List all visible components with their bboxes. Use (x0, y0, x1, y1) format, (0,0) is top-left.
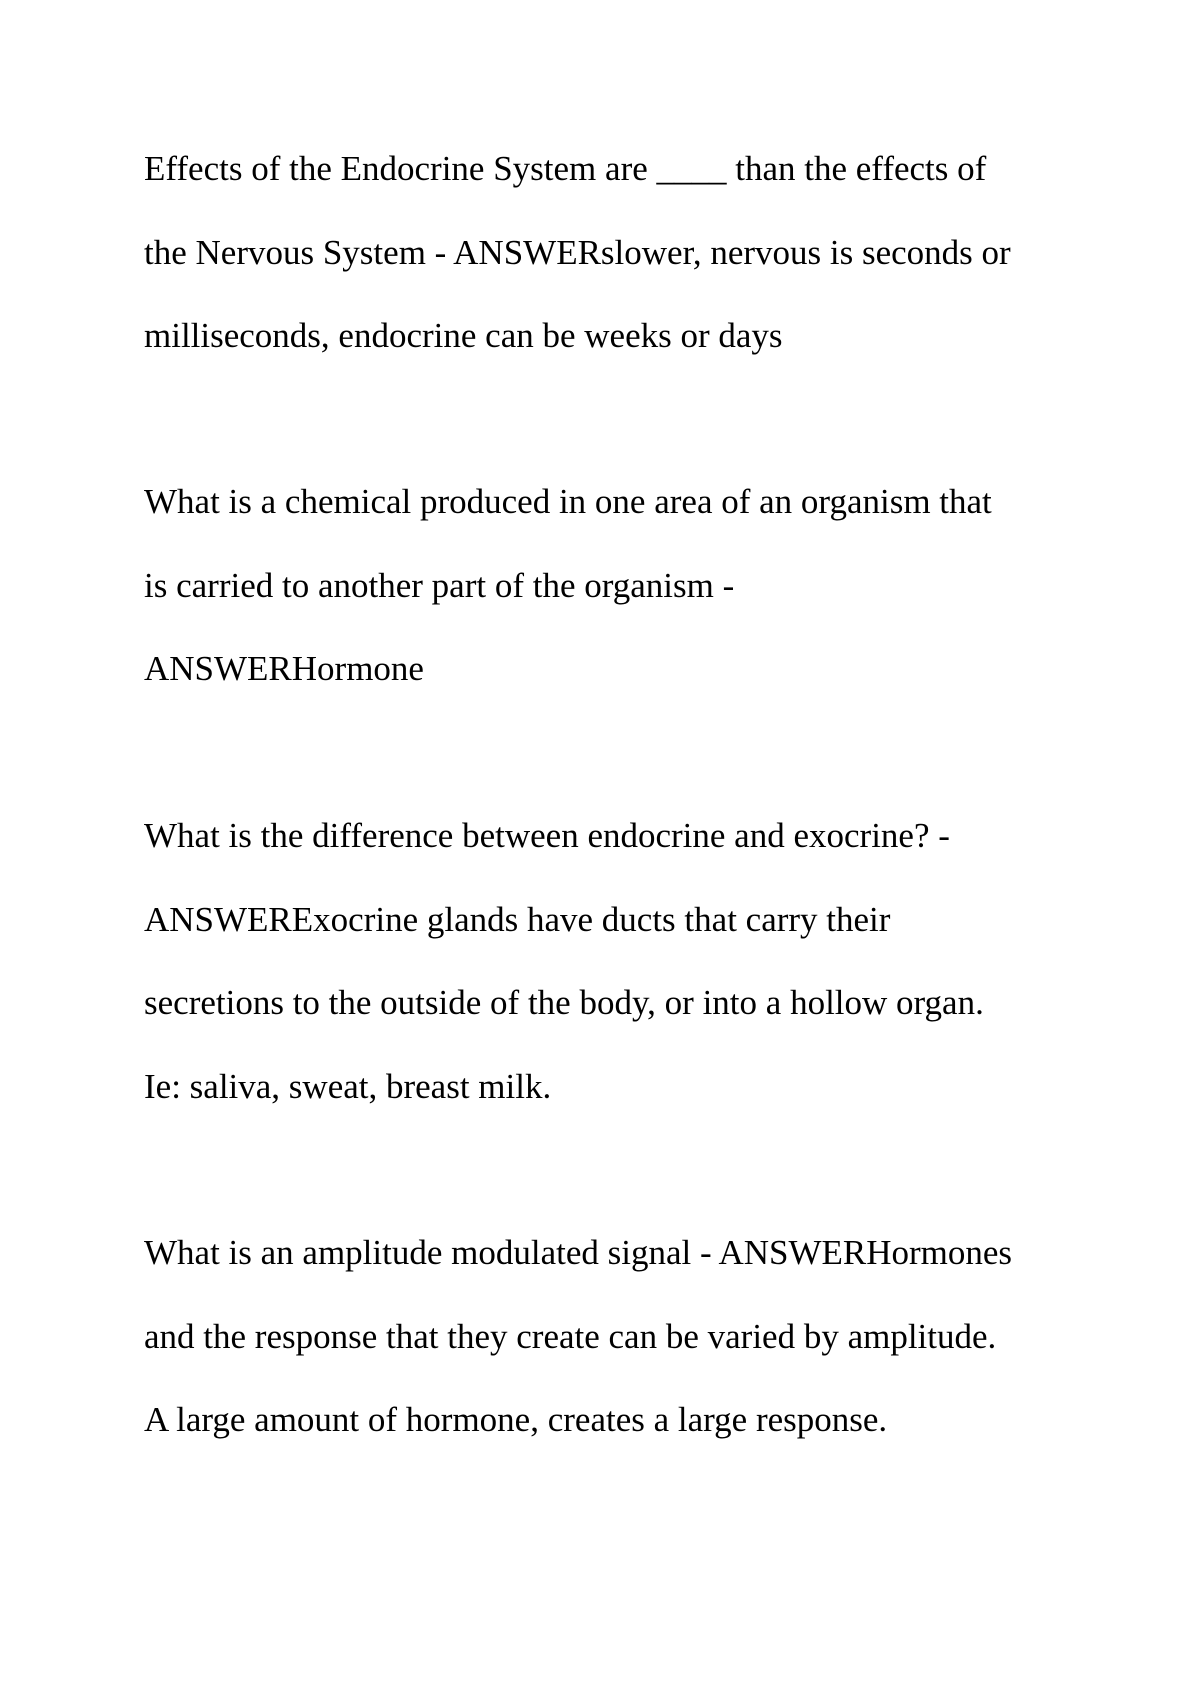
text-line: is carried to another part of the organism - (144, 565, 735, 605)
qa-entry-endocrine-vs-exocrine (144, 794, 1084, 1128)
text-line: What is an amplitude modulated signal - ANSWERHormones (144, 1233, 1013, 1272)
qa-entry-hormone-definition (144, 460, 1084, 711)
text-line: milliseconds, endocrine can be weeks or days (144, 316, 783, 355)
text-line: ANSWERExocrine glands have ducts that carry their (144, 899, 891, 939)
text-line: Ie: saliva, sweat, breast milk. (144, 1066, 552, 1106)
text-line: ANSWERHormone (144, 649, 424, 688)
text-line: Effects of the Endocrine System are ____ than the effects of (144, 149, 987, 188)
text-line: What is a chemical produced in one area of an organism that (144, 482, 992, 521)
qa-entry-endocrine-effects (144, 127, 1084, 378)
text-line: A large amount of hormone, creates a large response. (144, 1400, 888, 1439)
text-line: and the response that they create can be varied by amplitude. (144, 1316, 997, 1356)
text-line: What is the difference between endocrine and exocrine? - (144, 816, 950, 855)
qa-entry-amplitude-modulated-signal (144, 1211, 1084, 1462)
text-line: the Nervous System - ANSWERslower, nervous is seconds or (144, 232, 1011, 272)
text-line: secretions to the outside of the body, or into a hollow organ. (144, 983, 984, 1022)
